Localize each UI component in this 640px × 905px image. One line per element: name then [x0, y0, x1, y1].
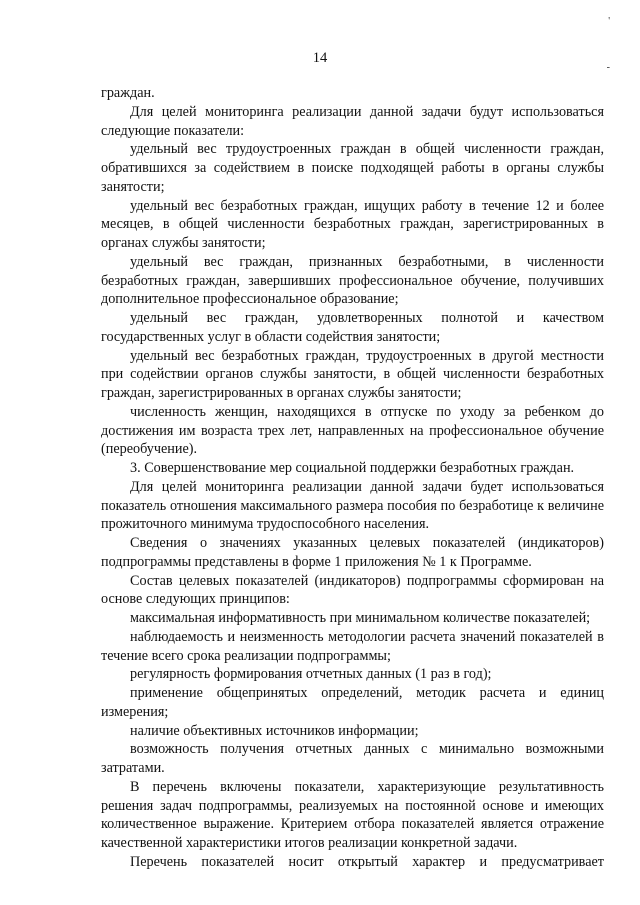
paragraph: численность женщин, находящихся в отпуске по уходу за ребенком до достижения им возраста трех лет, направленных на профессиональное обучение (переобучение). [101, 403, 604, 458]
paragraph: регулярность формирования отчетных данных (1 раз в год); [130, 666, 492, 683]
paragraph: наблюдаемость и неизменность методологии расчета значений показателей в течение всего срока реализации подпрограммы; [101, 628, 604, 664]
paragraph: Состав целевых показателей (индикаторов) подпрограммы сформирован на основе следующих принципов: [101, 572, 604, 608]
scan-mark-top: ' [608, 16, 610, 27]
paragraph: максимальная информативность при минимальном количестве показателей; [130, 610, 591, 626]
paragraph: удельный вес безработных граждан, ищущих работу в течение 12 и более месяцев, в общей численности безработных граждан, зарегистрированных в органах службы занятости; [101, 197, 604, 251]
paragraph: удельный вес безработных граждан, трудоустроенных в другой местности при содействии органов службы занятости, в общей численности безработных граждан, зарегистрированных в органах службы занятости; [101, 347, 604, 401]
document-body [101, 84, 604, 872]
paragraph: удельный вес граждан, удовлетворенных полнотой и качеством государственных услуг в области содействия занятости; [101, 310, 604, 345]
scan-mark-right: - [606, 62, 610, 73]
paragraph: Перечень показателей носит открытый характер и предусматривает [130, 853, 604, 870]
paragraph: применение общепринятых определений, методик расчета и единиц измерения; [101, 685, 604, 720]
paragraph: удельный вес трудоустроенных граждан в общей численности граждан, обратившихся за содействием в поиске подходящей работы в органы службы занятости; [101, 141, 604, 195]
paragraph-continuation: граждан. [101, 85, 155, 101]
page-number: 14 [312, 50, 328, 66]
paragraph: наличие объективных источников информации; [130, 722, 419, 739]
paragraph: удельный вес граждан, признанных безработными, в численности безработных граждан, завершивших профессиональное обучение, получивших дополнительное профессиональное образование; [101, 253, 604, 308]
paragraph: Для целей мониторинга реализации данной задачи будут использоваться следующие показатели: [101, 103, 604, 139]
paragraph: В перечень включены показатели, характеризующие результативность решения задач подпрограммы, реализуемых на постоянной основе и имеющих количественное выражение. Критерием отбора показателей является отражение качественной характеристики итогов реализации конкретной задачи. [101, 778, 604, 851]
paragraph: Сведения о значениях указанных целевых показателей (индикаторов) подпрограммы представлены в форме 1 приложения № 1 к Программе. [101, 535, 604, 570]
section-heading: 3. Совершенствование мер социальной поддержки безработных граждан. [130, 460, 575, 476]
paragraph: возможность получения отчетных данных с минимально возможными затратами. [101, 741, 604, 776]
paragraph: Для целей мониторинга реализации данной задачи будет использоваться показатель отношения максимального размера пособия по безработице к величине прожиточного минимума трудоспособного населения. [101, 478, 604, 533]
